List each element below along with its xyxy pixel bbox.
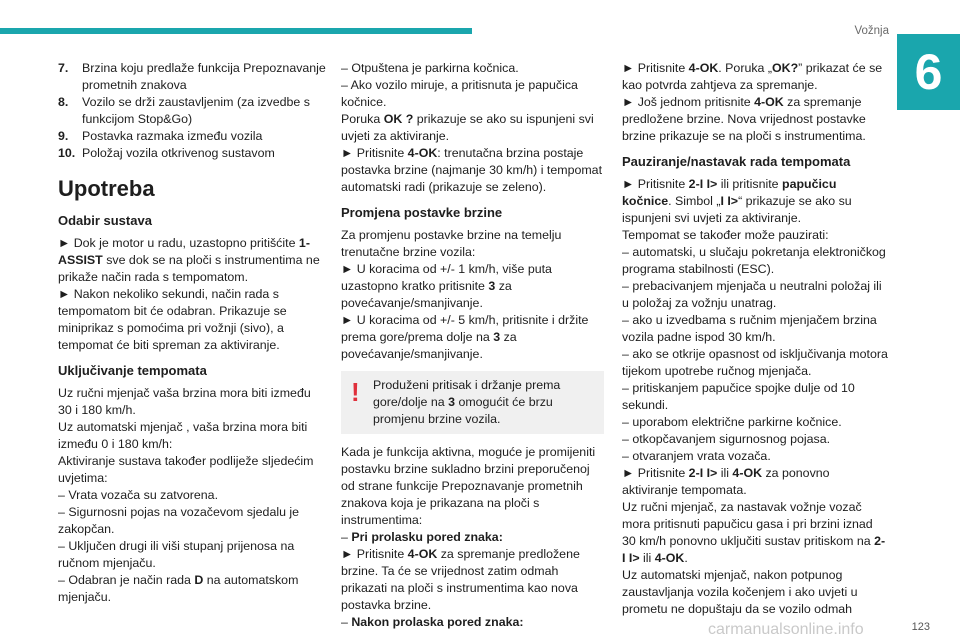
paragraph: Tempomat se također može pauzirati: — [622, 228, 829, 242]
legend-item: 7. Brzina koju predlaže funkcija Prepoznavanje prometnih znakova — [58, 61, 326, 92]
list-item: – Pri prolasku pored znaka: — [341, 530, 503, 544]
paragraph: Kada je funkcija aktivna, moguće je promijeniti postavku brzine sukladno brzini preporučenoj od strane funkcije Prepoznavanje prometnih znakova koja je prikazana na ploči s instrumentima: — [341, 445, 596, 527]
warning-box — [341, 371, 604, 434]
paragraph: ► Pritisnite 2-I I> ili pritisnite papučicu kočnice. Simbol „I I>“ prikazuje se ako su ispunjeni svi uvjeti za aktiviranje. — [622, 177, 852, 225]
list-item: – Nakon prolaska pored znaka: — [341, 615, 524, 629]
section-title: Vožnja — [854, 25, 889, 37]
list-item: – Uključen drugi ili viši stupanj prijenosa na ručnom mjenjaču. — [58, 539, 295, 570]
watermark: carmanualsonline.info — [708, 621, 864, 638]
list-item: – uporabom električne parkirne kočnice. — [622, 415, 842, 429]
subheading-promjena: Promjena postavke brzine — [341, 205, 503, 220]
list-item: – Ako vozilo miruje, a pritisnuta je papučica kočnice. — [341, 78, 578, 109]
paragraph: ► U koracima od +/- 1 km/h, više puta uzastopno kratko pritisnite 3 za povećavanje/smanjivanje. — [341, 262, 552, 310]
paragraph: Poruka OK ? prikazuje se ako su ispunjeni svi uvjeti za aktiviranje. — [341, 112, 594, 143]
column-2 — [341, 60, 604, 631]
warning-icon: ! — [351, 377, 360, 407]
paragraph: Za promjenu postavke brzine na temelju trenutačne brzine vozila: — [341, 228, 562, 259]
paragraph: ► Još jednom pritisnite 4-OK za spremanje predložene brzine. Nova vrijednost postavke brzine prikazuje se na ploči s instrumentima. — [622, 95, 866, 143]
paragraph: Uz automatski mjenjač , vaša brzina mora biti između 0 i 180 km/h: — [58, 420, 308, 451]
legend-item: 9. Postavka razmaka između vozila — [58, 129, 263, 143]
warning-text: Produženi pritisak i držanje prema gore/dolje na 3 omogućit će brzu promjenu brzine vozila. — [373, 378, 561, 426]
list-item: – otkopčavanjem sigurnosnog pojasa. — [622, 432, 831, 446]
header-accent-bar — [0, 28, 472, 34]
column-1 — [58, 60, 326, 606]
paragraph: ► Pritisnite 4-OK za spremanje predložene brzine. Ta će se vrijednost zatim odmah prikazati na ploči s instrumentima kao nova postavka brzine. — [341, 547, 580, 612]
section-heading: Upotreba — [58, 176, 155, 201]
list-item: – pritiskanjem papučice spojke dulje od 10 sekundi. — [622, 381, 855, 412]
list-item: – Otpuštena je parkirna kočnica. — [341, 61, 519, 75]
paragraph: ► Pritisnite 4-OK: trenutačna brzina postaje postavka brzine (najmanje 30 km/h) i tempomat automatski radi (prikazuje se zeleno). — [341, 146, 603, 194]
list-item: – ako u izvedbama s ručnim mjenjačem brzina vozila padne ispod 30 km/h. — [622, 313, 877, 344]
list-item: – automatski, u slučaju pokretanja elektroničkog programa stabilnosti (ESC). — [622, 245, 886, 276]
paragraph: ► U koracima od +/- 5 km/h, pritisnite i držite prema gore/prema dolje na 3 za povećavanje/smanjivanje. — [341, 313, 589, 361]
column-3 — [622, 60, 888, 618]
subheading-pauziranje: Pauziranje/nastavak rada tempomata — [622, 154, 851, 169]
list-item: – Vrata vozača su zatvorena. — [58, 488, 219, 502]
paragraph: ► Pritisnite 4-OK. Poruka „OK?” prikazat će se kao potvrda zahtjeva za spremanje. — [622, 61, 883, 92]
paragraph: ► Pritisnite 2-I I> ili 4-OK za ponovno aktiviranje tempomata. — [622, 466, 830, 497]
paragraph: Uz ručni mjenjač vaša brzina mora biti između 30 i 180 km/h. — [58, 386, 311, 417]
legend-item: 10. Položaj vozila otkrivenog sustavom — [58, 146, 275, 160]
page-number: 123 — [911, 621, 930, 633]
subheading-ukljucivanje: Uključivanje tempomata — [58, 363, 207, 378]
paragraph: Aktiviranje sustava također podliježe sljedećim uvjetima: — [58, 454, 314, 485]
paragraph: Uz ručni mjenjač, za nastavak vožnje vozač mora pritisnuti papučicu gasa i pri brzini iznad 30 km/h ponovno uključiti sustav pritiskom na 2-I I> ili 4-OK. — [622, 500, 886, 565]
list-item: – otvaranjem vrata vozača. — [622, 449, 771, 463]
paragraph: Uz automatski mjenjač, nakon potpunog zaustavljanja vozila kočenjem i ako uvjeti u prometu ne dopuštaju da se vozilo odmah — [622, 568, 858, 616]
list-item: – ako se otkrije opasnost od isključivanja motora tijekom upotrebe ručnog mjenjača. — [622, 347, 888, 378]
paragraph: ► Dok je motor u radu, uzastopno pritišćite 1-ASSIST sve dok se na ploči s instrumentima ne prikaže način rada s tempomatom. — [58, 236, 320, 284]
chapter-tab: 6 — [897, 34, 960, 110]
list-item: – Sigurnosni pojas na vozačevom sjedalu je zakopčan. — [58, 505, 300, 536]
list-item: – prebacivanjem mjenjača u neutralni položaj ili u položaj za vožnju unatrag. — [622, 279, 882, 310]
paragraph: ► Nakon nekoliko sekundi, način rada s tempomatom bit će odabran. Prikazuje se miniprikaz s pomoćima pri vožnji (sivo), a tempomat će biti spreman za aktiviranje. — [58, 287, 287, 352]
subheading-odabir: Odabir sustava — [58, 213, 152, 228]
list-item: – Odabran je način rada D na automatskom mjenjaču. — [58, 573, 299, 604]
legend-item: 8. Vozilo se drži zaustavljenim (za izvedbe s funkcijom Stop&Go) — [58, 95, 310, 126]
